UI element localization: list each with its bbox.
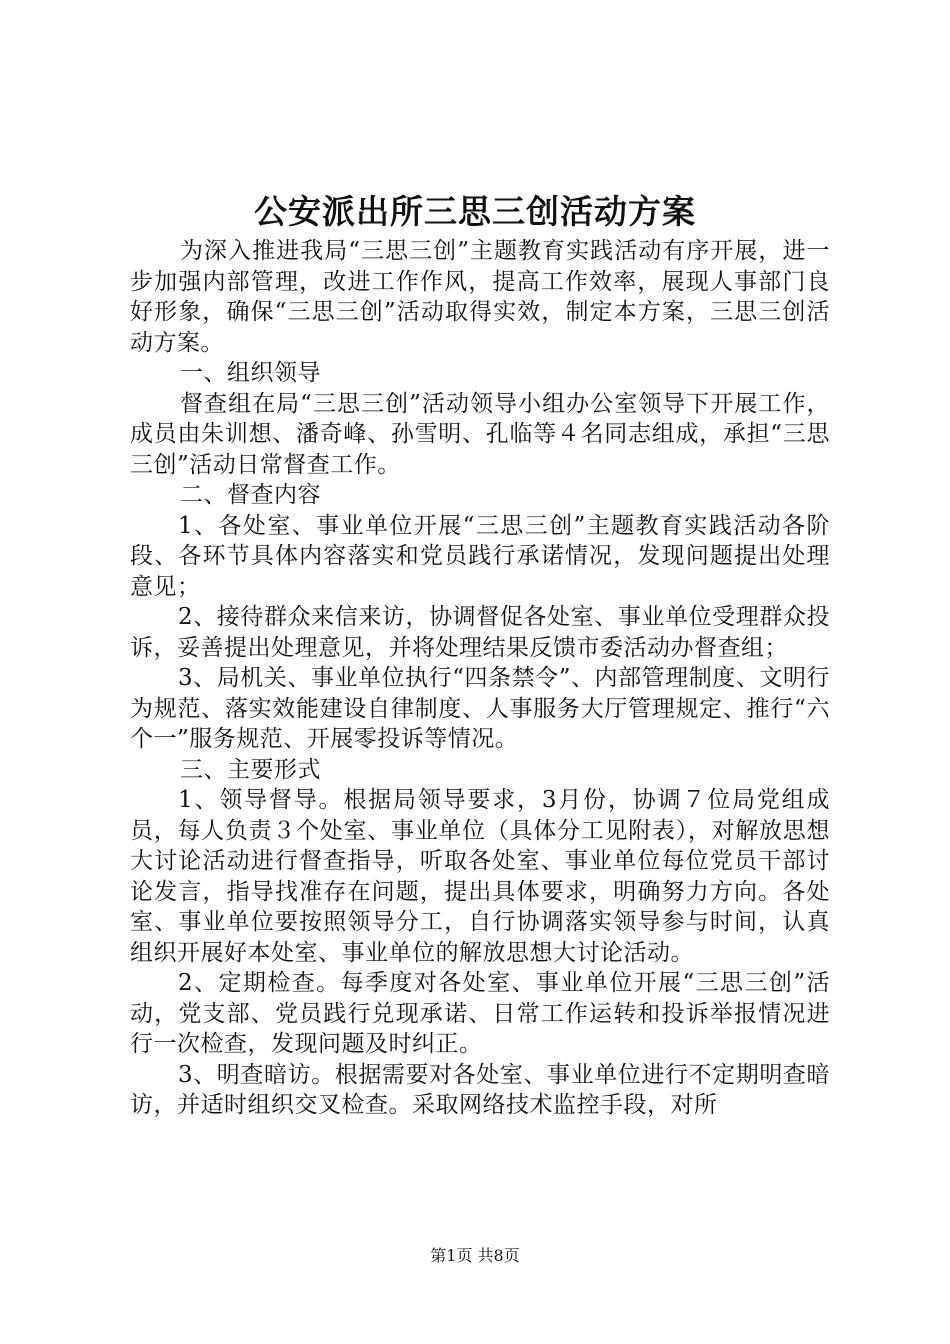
paragraph-inspection-item-1: 1、各处室、事业单位开展“三思三创”主题教育实践活动各阶段、各环节具体内容落实和党员践行承诺情况，发现问题提出处理意见； — [130, 512, 830, 600]
paragraph-organization: 督查组在局“三思三创”活动领导小组办公室领导下开展工作，成员由朱训想、潘奇峰、孙雪明、孔临等４名同志组成，承担“三思三创”活动日常督查工作。 — [130, 390, 830, 478]
paragraph-intro: 为深入推进我局“三思三创”主题教育实践活动有序开展，进一步加强内部管理，改进工作作风，提高工作效率，展现人事部门良好形象，确保“三思三创”活动取得实效，制定本方案，三思三创活动方案。 — [130, 238, 830, 356]
document-title: 公安派出所三思三创活动方案 — [254, 192, 696, 231]
document-body — [130, 236, 830, 1121]
paragraph-inspection-item-2: 2、接待群众来信来访，协调督促各处室、事业单位受理群众投诉，妥善提出处理意见，并将处理结果反馈市委活动办督查组； — [130, 604, 830, 661]
paragraph-form-3: 3、明查暗访。根据需要对各处室、事业单位进行不定期明查暗访，并适时组织交叉检查。采取网络技术监控手段，对所 — [130, 1061, 830, 1118]
section-heading-main-forms: 三、主要形式 — [180, 756, 321, 783]
section-heading-inspection-content: 二、督查内容 — [180, 482, 321, 508]
section-heading-organization: 一、组织领导 — [180, 360, 321, 386]
paragraph-inspection-item-3: 3、局机关、事业单位执行“四条禁令”、内部管理制度、文明行为规范、落实效能建设自律制度、人事服务大厅管理规定、推行“六个一”服务规范、开展零投诉等情况。 — [130, 665, 830, 752]
paragraph-form-2: 2、定期检查。每季度对各处室、事业单位开展“三思三创”活动，党支部、党员践行兑现承诺、日常工作运转和投诉举报情况进行一次检查，发现问题及时纠正。 — [130, 970, 830, 1057]
paragraph-form-1: 1、领导督导。根据局领导要求，3月份，协调７位局党组成员，每人负责３个处室、事业单位（具体分工见附表），对解放思想大讨论活动进行督查指导，听取各处室、事业单位每位党员干部讨论发言，指导找准存在问题，提出具体要求，明确努力方向。各处室、事业单位要按照领导分工，自行协调落实领导参与时间，认真组织开展好本处室、事业单位的解放思想大讨论活动。 — [130, 787, 830, 966]
page-number-footer: 第1页 共8页 — [430, 1246, 520, 1265]
